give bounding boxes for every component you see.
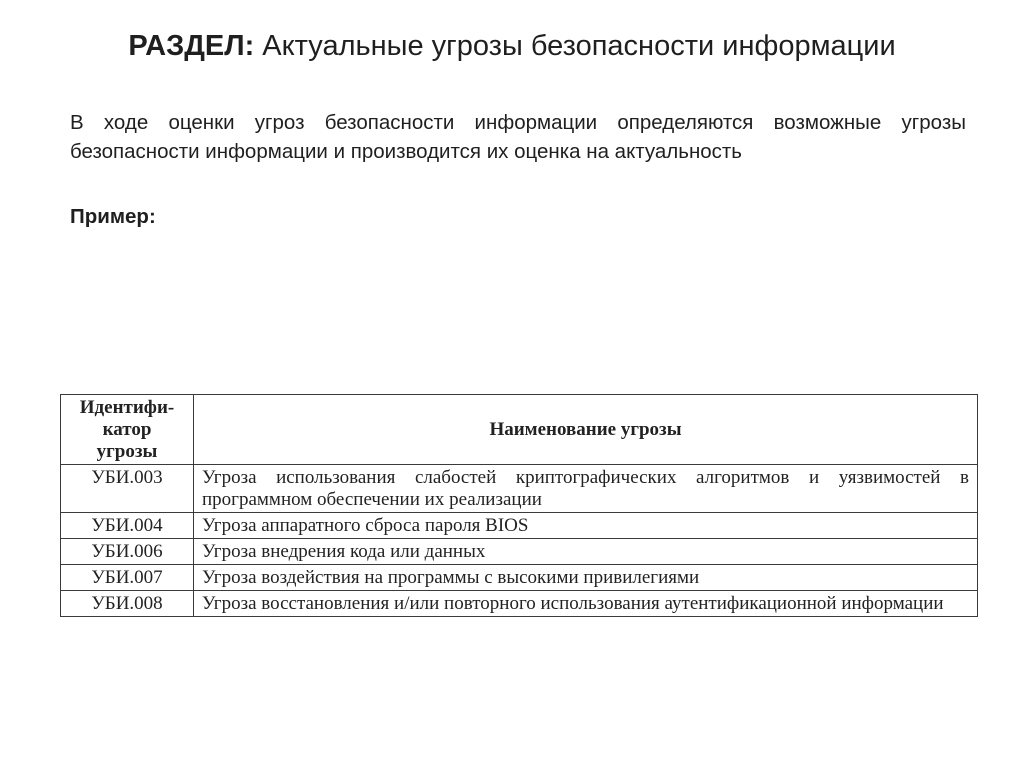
threat-id-cell: УБИ.003 [61,465,194,513]
header-threat-id-label: Идентифи- катор угрозы [79,397,175,462]
example-label: Пример: [70,205,156,228]
table-row [61,513,978,539]
header-threat-id [61,395,194,465]
table-row [61,465,978,513]
table-header-row [61,395,978,465]
threat-name-cell: Угроза аппаратного сброса пароля BIOS [194,513,978,539]
table-row [61,539,978,565]
threat-table [60,394,978,617]
threat-id-cell: УБИ.006 [61,539,194,565]
threat-name-cell: Угроза восстановления и/или повторного использования аутентификационной информации [194,591,978,617]
threat-id-cell: УБИ.008 [61,591,194,617]
header-threat-name [194,395,978,465]
slide-title-prefix: РАЗДЕЛ: [128,30,255,62]
slide-title [0,26,1024,66]
threat-name-cell: Угроза внедрения кода или данных [194,539,978,565]
header-threat-name-label: Наименование угрозы [489,419,682,440]
threat-id-cell: УБИ.007 [61,565,194,591]
slide-title-text: Актуальные угрозы безопасности информации [254,30,896,62]
table-row [61,565,978,591]
threat-id-cell: УБИ.004 [61,513,194,539]
intro-paragraph: В ходе оценки угроз безопасности информации определяются возможные угрозы безопасности информации и производится их оценка на актуальность [70,111,966,163]
threat-name-cell: Угроза воздействия на программы с высокими привилегиями [194,565,978,591]
threat-name-cell: Угроза использования слабостей криптографических алгоритмов и уязвимостей в программном обеспечении их реализации [194,465,978,513]
table-row [61,591,978,617]
